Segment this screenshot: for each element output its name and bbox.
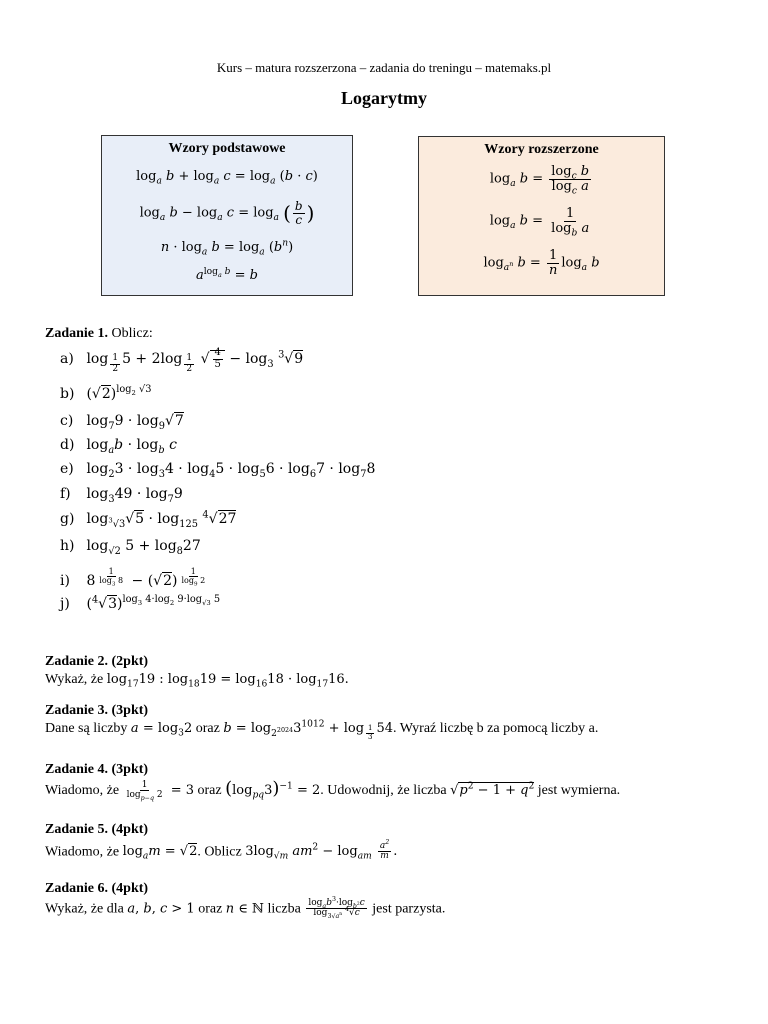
task-4-text: Wiadomo, że $\frac{1}{\log_{p-q} 2}$ = 3 oraz $(\log_{pq}3)^{-1} = 2$. Udowodnij, że liczba $√p^2 - 1 + q^2$ jest wymierna. (45, 778, 621, 802)
task-5-heading: Zadanie 5. (4pkt) (45, 822, 149, 837)
task-1-heading (45, 326, 153, 342)
task-3-text: Dane są liczby $a = \log_32$ oraz $b = \log_{2^{2024}}3^{1012} + \log$ $_{\frac{1}{3}}$ 54. Wyraź liczbę b za pomocą liczby a. (45, 719, 599, 741)
task-1-label: Zadanie 1. (45, 326, 109, 341)
formula-difference: $\log_a b - \log_a c = \log_a$ ( $\frac{b}{c}$ ) (139, 199, 315, 227)
task-4-heading: Zadanie 4. (3pkt) (45, 762, 149, 777)
task-1-item-f: f) $\log_349 \cdot \log_79$ (60, 486, 183, 505)
task-1-item-j: j) $(^4√3)^{log_3 4\cdot log_2 9\cdot log_{√3} 5}$ (60, 594, 221, 612)
task-1-item-a: a) log $_{\frac{1}{2}}$ 5 + 2log $_{\frac{1}{2}}$ √ $\frac{4}{5}$ − $\log_3 ^3√9$ (60, 347, 304, 374)
basic-formulas-box (101, 135, 353, 296)
extended-formulas-box (418, 136, 665, 296)
task-1-item-e: e) $\log_23 \cdot \log_34 \cdot \log_45 \cdot \log_56 \cdot \log_67 \cdot \log_78$ (60, 461, 376, 480)
task-1-item-d: d) $\log_ab \cdot \log_b c$ (60, 437, 177, 456)
task-6-heading: Zadanie 6. (4pkt) (45, 881, 149, 896)
task-1-instruction: Oblicz: (111, 326, 153, 341)
basic-formulas-title: Wzory podstawowe (168, 141, 286, 156)
page-title: Logarytmy (341, 88, 427, 108)
task-1-item-b: b) $(√2)^{log_2 √3}$ (60, 384, 152, 402)
task-2-heading: Zadanie 2. (2pkt) (45, 654, 149, 669)
task-2-text: Wykaż, że $\log_{17}19$ : $\log_{18}19 = \log_{16}18 \cdot \log_{17}16$. (45, 672, 349, 690)
formula-exponent: $a^{log_a b} = b$ (195, 266, 258, 283)
task-3-heading: Zadanie 3. (3pkt) (45, 703, 149, 718)
formula-power: $n \cdot \log_a b = \log_a (b^n)$ (160, 238, 294, 258)
task-1-item-i: i) 8 $^{\frac{1}{\log_3 8}}$ − (√2) $^{\frac{1}{\log_9 2}}$ (60, 567, 206, 590)
task-5-text: Wiadomo, że $\log_am = √2$. Oblicz $3\log_{√m}$ $am^2 - \log_{am}$ $\frac{a^2}{m}$ . (45, 839, 398, 863)
formula-sum: $\log_a b + \log_a c = \log_a (b \cdot c)$ (136, 169, 318, 187)
task-1-item-h: h) $\log_{√2} 5 + \log_827$ (60, 538, 201, 557)
task-1-item-c: c) $\log_79 \cdot \log_9√7$ (60, 413, 184, 432)
task-6-text: Wykaż, że dla a, b, c > 1 oraz n ∈ ℕ liczba $\frac{\log_ab^3\cdot\log_{b^2}c}{\log_{3√a^n} ^4√c}$ jest parzysta. (45, 896, 446, 921)
extended-formulas-title: Wzory rozszerzone (484, 142, 599, 157)
formula-reciprocal: $\log_a b$ = $\frac{1}{\log_b a}$ (489, 206, 590, 239)
formula-change-base: $\log_a b$ = $\frac{\log_c b}{\log_c a}$ (489, 164, 590, 197)
formula-base-power: $\log_{a^n} b$ = $\frac{1}{n}$ $\log_a b$ (483, 248, 600, 278)
page-header: Kurs – matura rozszerzona – zadania do treningu – matemaks.pl (216, 60, 552, 75)
task-1-item-g: g) $\log_{^3√3}√5 \cdot \log_{125} ^4√27$ (60, 509, 237, 530)
